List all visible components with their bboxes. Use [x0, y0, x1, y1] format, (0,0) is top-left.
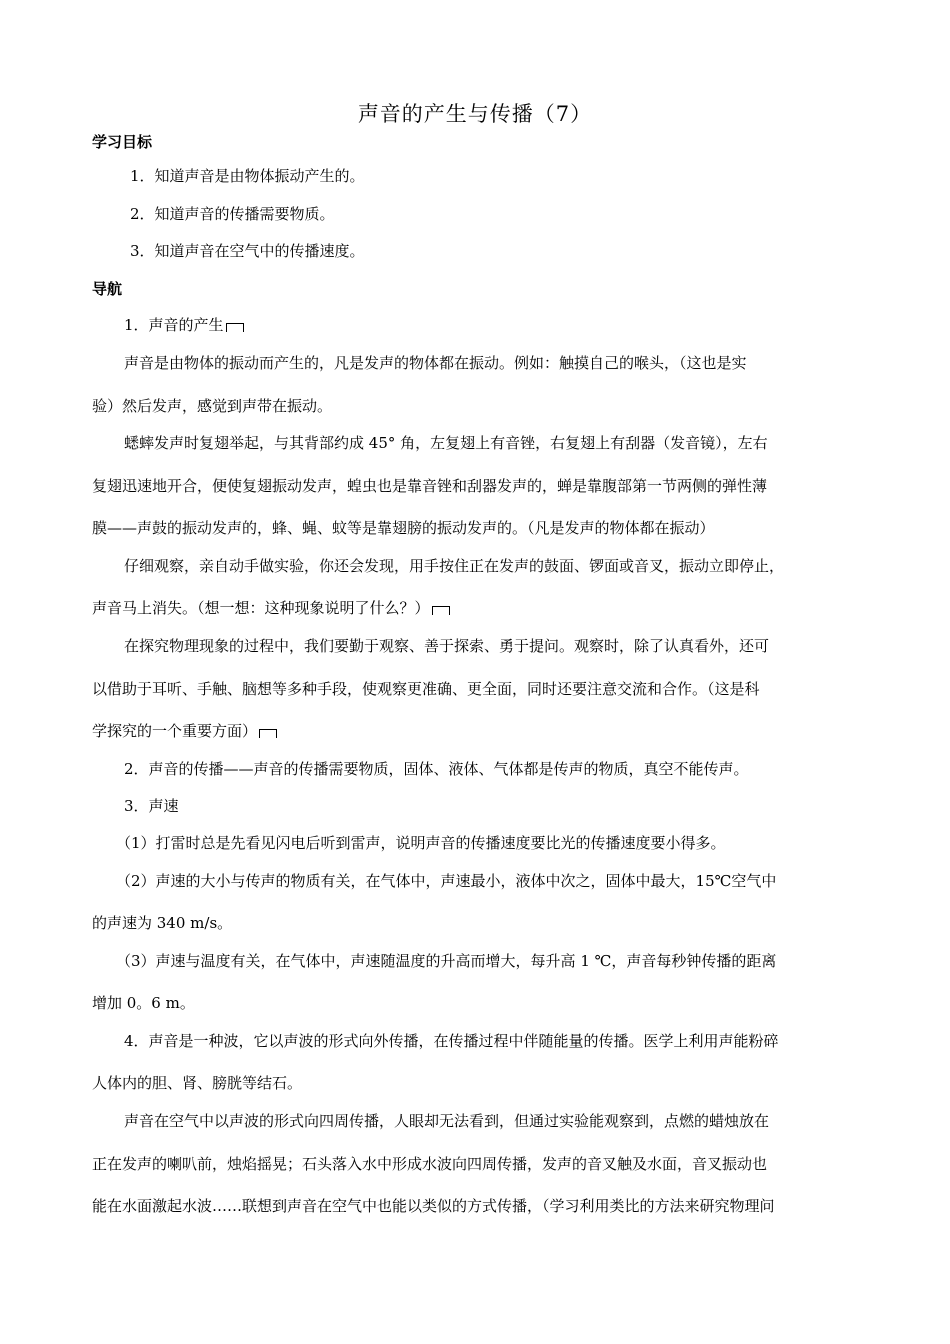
speed-point-3: （3）声速与温度有关，在气体中，声速随温度的升高而增大，每升高 1 ℃，声音每秒钟传播的距离: [116, 952, 777, 970]
paragraph-line: [92, 721, 868, 741]
objective-3: 3．知道声音在空气中的传播速度。: [130, 242, 365, 260]
speed-point-1: （1）打雷时总是先看见闪电后听到雷声，说明声音的传播速度要比光的传播速度要小得多。: [116, 834, 726, 852]
paragraph-line: [92, 598, 868, 618]
paragraph-line: 仔细观察，亲自动手做实验，你还会发现，用手按住正在发声的鼓面、锣面或音叉，振动立即停止，: [124, 557, 785, 575]
paragraph-line: 以借助于耳听、手触、脑想等多种手段，使观察更准确、更全面，同时还要注意交流和合作。（这是科: [92, 680, 760, 698]
nav-item-1: [124, 315, 900, 335]
paragraph-line: 正在发声的喇叭前，烛焰摇晃；石头落入水中形成水波向四周传播，发声的音叉触及水面，音叉振动也: [92, 1155, 768, 1173]
paragraph-line-text: 学探究的一个重要方面）: [92, 722, 258, 740]
nav-item-1-text: 1．声音的产生: [124, 316, 224, 334]
blank-mark-icon: [226, 323, 244, 332]
paragraph-line: 声音是由物体的振动而产生的，凡是发声的物体都在振动。例如：触摸自己的喉头，（这也是实: [124, 354, 747, 372]
paragraph-line: 的声速为 340 m/s。: [92, 914, 233, 932]
paragraph-line: 蟋蟀发声时复翅举起，与其背部约成 45° 角，左复翅上有音锉，右复翅上有刮器（发音镜），左右: [124, 434, 768, 452]
objective-1: 1．知道声音是由物体振动产生的。: [130, 167, 365, 185]
nav-heading: 导航: [92, 280, 123, 298]
paragraph-line: 膜——声鼓的振动发声的，蜂、蝇、蚊等是靠翅膀的振动发声的。（凡是发声的物体都在振动）: [92, 519, 715, 537]
speed-point-2: （2）声速的大小与传声的物质有关，在气体中，声速最小，液体中次之，固体中最大，15℃空气中: [116, 872, 777, 890]
nav-item-2: 2．声音的传播——声音的传播需要物质，固体、液体、气体都是传声的物质，真空不能传声。: [124, 760, 749, 778]
paragraph-line: 增加 0。6 m。: [92, 994, 195, 1012]
blank-mark-icon: [259, 729, 277, 738]
paragraph-line: 声音在空气中以声波的形式向四周传播，人眼却无法看到，但通过实验能观察到，点燃的蜡烛放在: [124, 1112, 770, 1130]
paragraph-line: 能在水面激起水波……联想到声音在空气中也能以类似的方式传播，（学习利用类比的方法来研究物理问: [92, 1197, 775, 1215]
objectives-heading: 学习目标: [92, 133, 153, 151]
paragraph-line: 人体内的胆、肾、膀胱等结石。: [92, 1074, 303, 1092]
blank-mark-icon: [432, 606, 450, 615]
paragraph-line: 复翅迅速地开合，便使复翅振动发声，蝗虫也是靠音锉和刮器发声的，蝉是靠腹部第一节两侧的弹性薄: [92, 477, 768, 495]
paragraph-line: 在探究物理现象的过程中，我们要勤于观察、善于探索、勇于提问。观察时，除了认真看外，还可: [124, 637, 770, 655]
nav-item-4: 4．声音是一种波，它以声波的形式向外传播，在传播过程中伴随能量的传播。医学上利用声能粉碎: [124, 1032, 779, 1050]
paragraph-line-text: 声音马上消失。（想一想：这种现象说明了什么？）: [92, 599, 430, 617]
page-title: 声音的产生与传播（7）: [357, 102, 593, 126]
paragraph-line: 验）然后发声，感觉到声带在振动。: [92, 397, 333, 415]
objective-2: 2．知道声音的传播需要物质。: [130, 205, 335, 223]
nav-item-3: 3．声速: [124, 797, 179, 815]
